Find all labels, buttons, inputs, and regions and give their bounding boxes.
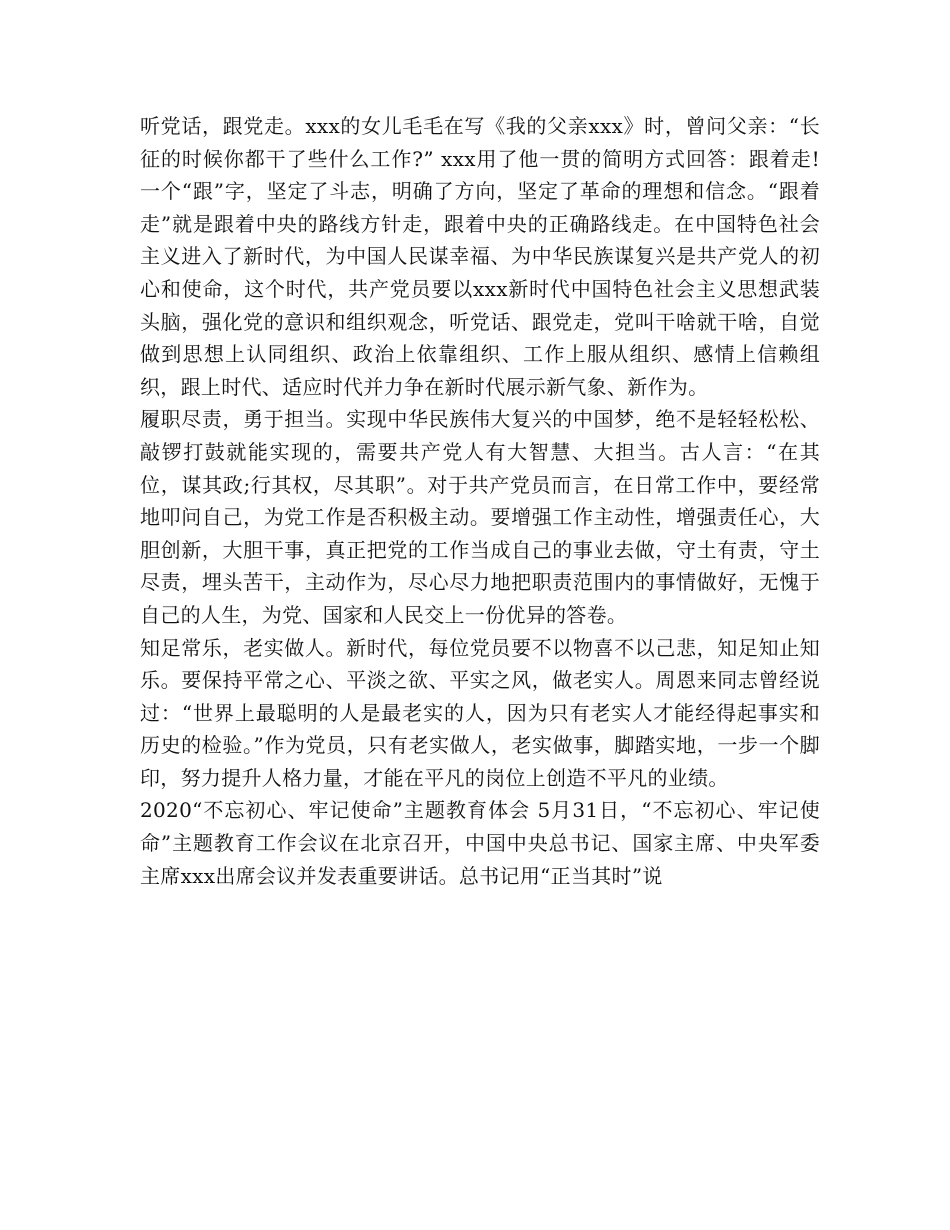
document-page xyxy=(140,110,820,892)
paragraph-contentment: 知足常乐，老实做人。新时代，每位党员要不以物喜不以己悲，知足知止知乐。要保持平常之心、平淡之欲、平实之风，做老实人。周恩来同志曾经说过：“世界上最聪明的人是最老实的人，因为只有老实人才能经得起事实和历史的检验。”作为党员，只有老实做人，老实做事，脚踏实地，一步一个脚印，努力提升人格力量，才能在平凡的岗位上创造不平凡的业绩。 xyxy=(140,635,820,790)
paragraph-fulfill-duty: 履职尽责，勇于担当。实现中华民族伟大复兴的中国梦，绝不是轻轻松松、敲锣打鼓就能实现的，需要共产党人有大智慧、大担当。古人言：“在其位，谋其政;行其权，尽其职”。对于共产党员而言，在日常工作中，要经常地叩问自己，为党工作是否积极主动。要增强工作主动性，增强责任心，大胆创新，大胆干事，真正把党的工作当成自己的事业去做，守土有责，守土尽责，埋头苦干，主动作为，尽心尽力地把职责范围内的事情做好，无愧于自己的人生，为党、国家和人民交上一份优异的答卷。 xyxy=(140,407,820,627)
paragraph-follow-party: 听党话，跟党走。xxx的女儿毛毛在写《我的父亲xxx》时，曾问父亲：“长征的时候你都干了些什么工作?” xxx用了他一贯的简明方式回答：跟着走!一个“跟”字，坚定了斗志，明确了方向，坚定了革命的理想和信念。“跟着走”就是跟着中央的路线方针走，跟着中央的正确路线走。在中国特色社会主义进入了新时代，为中国人民谋幸福、为中华民族谋复兴是共产党人的初心和使命，这个时代，共产党员要以xxx新时代中国特色社会主义思想武装头脑，强化党的意识和组织观念，听党话、跟党走，党叫干啥就干啥，自觉做到思想上认同组织、政治上依靠组织、工作上服从组织、感情上信赖组织，跟上时代、适应时代并力争在新时代展示新气象、新作为。 xyxy=(140,114,820,399)
paragraph-education-conference: 2020“不忘初心、牢记使命”主题教育体会 5月31日，“不忘初心、牢记使命”主题教育工作会议在北京召开，中国中央总书记、国家主席、中央军委主席xxx出席会议并发表重要讲话。总书记用“正当其时”说 xyxy=(140,798,820,888)
